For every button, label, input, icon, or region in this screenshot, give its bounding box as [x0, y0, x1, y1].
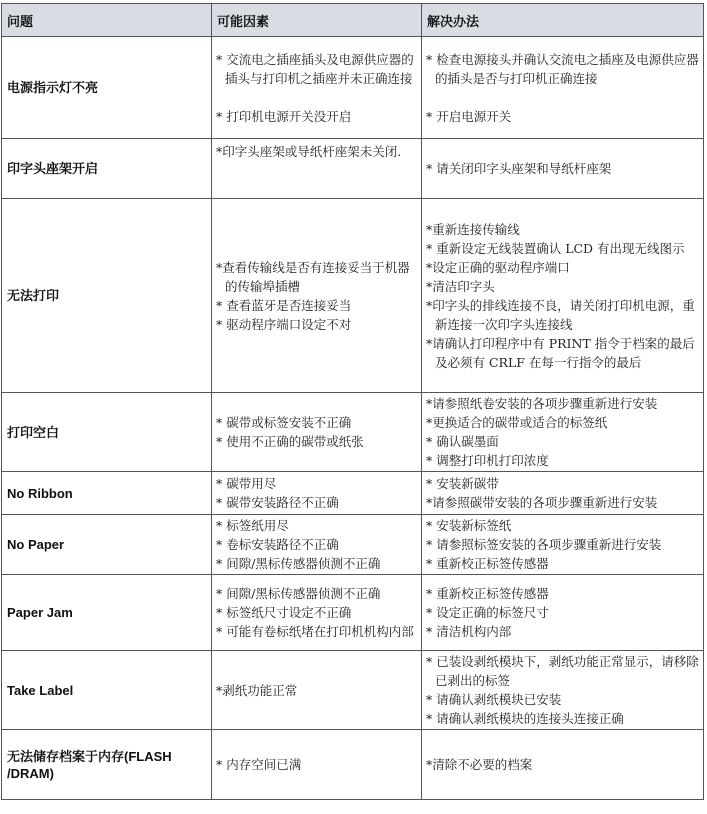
- solution-item: * 请确认剥纸模块已安装: [426, 692, 562, 707]
- causes-cell: [212, 515, 422, 575]
- solution-item: * 检查电源接头并确认交流电之插座及电源供应器的插头是否与打印机正确连接: [426, 51, 699, 86]
- header-issue: 问题: [2, 4, 212, 37]
- header-solutions: 解决办法: [422, 4, 704, 37]
- cause-item: * 打印机电源开关没开启: [216, 108, 352, 124]
- table-row: [2, 472, 704, 515]
- solution-item: *设定正确的驱动程序端口: [426, 259, 570, 275]
- header-causes: 可能因素: [212, 4, 422, 37]
- issue-cell: Paper Jam: [2, 575, 212, 651]
- causes-cell: [212, 37, 422, 139]
- solution-item: * 重新校正标签传感器: [426, 556, 549, 571]
- solution-item: * 请确认剥纸模块的连接头连接正确: [426, 711, 624, 726]
- solution-item: *清洁印字头: [426, 278, 495, 294]
- solution-item: *请参照碳带安装的各项步骤重新进行安装: [426, 495, 658, 510]
- solution-item: *请确认打印程序中有 PRINT 指令于档案的最后及必须有 CRLF 在每一行指令的最后: [426, 335, 695, 370]
- solution-item: * 清洁机构内部: [426, 624, 512, 639]
- solution-item: * 开启电源开关: [426, 108, 512, 124]
- cause-item: * 间隙/黑标传感器侦测不正确: [216, 556, 381, 571]
- causes-cell: [212, 575, 422, 651]
- cause-item: * 内存空间已满: [216, 757, 302, 772]
- solution-item: * 调整打印机打印浓度: [426, 453, 549, 468]
- solution-item: * 请参照标签安装的各项步骤重新进行安装: [426, 537, 662, 552]
- solution-item: *重新连接传输线: [426, 221, 520, 237]
- issue-cell: Take Label: [2, 651, 212, 730]
- solution-item: * 安装新标签纸: [426, 518, 512, 533]
- solution-item: * 已装设剥纸模块下，剥纸功能正常显示，请移除已剥出的标签: [426, 654, 699, 688]
- causes-cell: [212, 730, 422, 800]
- table-row: [2, 393, 704, 472]
- issue-cell: No Paper: [2, 515, 212, 575]
- table-row: [2, 575, 704, 651]
- solutions-cell: [422, 393, 704, 472]
- troubleshooting-table: [1, 3, 704, 800]
- cause-item: *剥纸功能正常: [216, 682, 298, 698]
- causes-cell: [212, 199, 422, 393]
- issue-cell: No Ribbon: [2, 472, 212, 515]
- solution-item: *更换适合的碳带或适合的标签纸: [426, 415, 608, 430]
- cause-item: * 碳带或标签安装不正确: [216, 415, 352, 430]
- cause-item: * 查看蓝牙是否连接妥当: [216, 297, 352, 313]
- solutions-cell: [422, 575, 704, 651]
- cause-item: * 使用不正确的碳带或纸张: [216, 434, 364, 449]
- solutions-cell: [422, 37, 704, 139]
- solutions-cell: [422, 199, 704, 393]
- issue-cell: 电源指示灯不亮: [2, 37, 212, 139]
- solution-item: *请参照纸卷安装的各项步骤重新进行安装: [426, 396, 658, 411]
- table-row: [2, 730, 704, 800]
- solutions-cell: [422, 139, 704, 199]
- table-row: [2, 515, 704, 575]
- solution-item: * 请关闭印字头座架和导纸杆座架: [426, 161, 612, 176]
- cause-item: * 标签纸尺寸设定不正确: [216, 605, 352, 620]
- cause-item: *印字头座架或导纸杆座架未关闭.: [216, 144, 402, 159]
- solutions-cell: [422, 472, 704, 515]
- solution-item: * 重新校正标签传感器: [426, 586, 549, 601]
- issue-cell: 打印空白: [2, 393, 212, 472]
- solutions-cell: [422, 651, 704, 730]
- cause-item: * 交流电之插座插头及电源供应器的插头与打印机之插座并未正确连接: [216, 51, 414, 86]
- cause-item: *查看传输线是否有连接妥当于机器的传输埠插槽: [216, 259, 410, 294]
- solution-item: * 确认碳墨面: [426, 434, 499, 449]
- solution-item: * 重新设定无线装置确认 LCD 有出现无线图示: [426, 240, 685, 256]
- table-row: [2, 651, 704, 730]
- issue-cell: 印字头座架开启: [2, 139, 212, 199]
- causes-cell: [212, 472, 422, 515]
- causes-cell: [212, 139, 422, 199]
- table-row: [2, 139, 704, 199]
- solution-item: *清除不必要的档案: [426, 757, 533, 772]
- cause-item: * 驱动程序端口设定不对: [216, 316, 352, 332]
- table-row: [2, 199, 704, 393]
- table-row: [2, 37, 704, 139]
- cause-item: * 碳带用尽: [216, 476, 277, 491]
- issue-cell: 无法打印: [2, 199, 212, 393]
- cause-item: * 标签纸用尽: [216, 518, 289, 533]
- causes-cell: [212, 393, 422, 472]
- solutions-cell: [422, 515, 704, 575]
- cause-item: * 可能有卷标纸堵在打印机机构内部: [216, 624, 414, 639]
- cause-item: * 卷标安装路径不正确: [216, 537, 339, 552]
- solution-item: *印字头的排线连接不良，请关闭打印机电源，重新连接一次印字头连接线: [426, 297, 695, 332]
- cause-item: * 碳带安装路径不正确: [216, 495, 339, 510]
- cause-item: * 间隙/黑标传感器侦测不正确: [216, 586, 381, 601]
- solution-item: * 安装新碳带: [426, 476, 499, 491]
- solutions-cell: [422, 730, 704, 800]
- issue-cell: 无法储存档案于内存(FLASH /DRAM): [2, 730, 212, 800]
- causes-cell: [212, 651, 422, 730]
- table-header-row: [2, 4, 704, 37]
- solution-item: * 设定正确的标签尺寸: [426, 605, 549, 620]
